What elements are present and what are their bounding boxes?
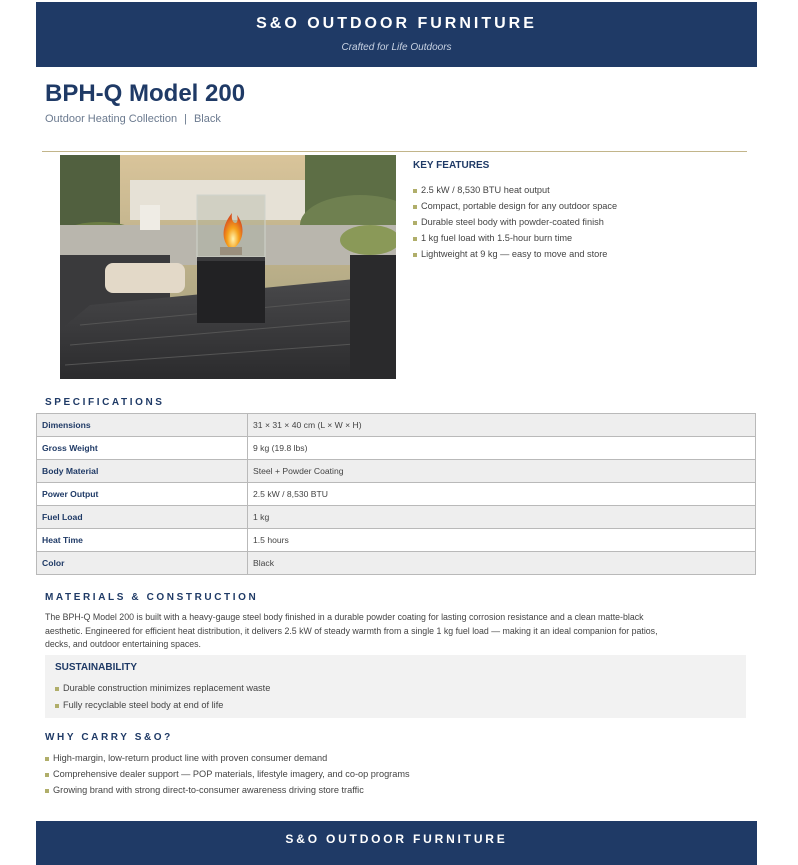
bullet-icon xyxy=(413,221,417,225)
bullet-icon xyxy=(45,773,49,777)
footer-brand: S&O OUTDOOR FURNITURE xyxy=(285,832,508,846)
product-title: BPH-Q Model 200 xyxy=(45,80,246,107)
list-item: 2.5 kW / 8,530 BTU heat output xyxy=(413,182,617,198)
key-features-title: KEY FEATURES xyxy=(413,160,490,171)
list-item: Comprehensive dealer support — POP materials, lifestyle imagery, and co-op programs xyxy=(45,766,410,782)
table-row xyxy=(37,552,756,575)
bullet-icon xyxy=(413,189,417,193)
spec-label: Power Output xyxy=(37,483,248,506)
sustainability-box xyxy=(45,655,746,718)
spec-label: Dimensions xyxy=(37,414,248,437)
table-row xyxy=(37,529,756,552)
table-row xyxy=(37,506,756,529)
sustainability-title: SUSTAINABILITY xyxy=(55,662,138,673)
title-divider xyxy=(42,151,747,152)
materials-paragraph xyxy=(45,611,745,652)
spec-label: Heat Time xyxy=(37,529,248,552)
brand-name: S&O OUTDOOR FURNITURE xyxy=(256,15,537,32)
spec-value: 1.5 hours xyxy=(248,529,756,552)
why-carry-title: WHY CARRY S&O? xyxy=(45,732,173,743)
list-item: Growing brand with strong direct-to-consumer awareness driving store traffic xyxy=(45,782,410,798)
spec-label: Gross Weight xyxy=(37,437,248,460)
table-row xyxy=(37,483,756,506)
bullet-icon xyxy=(55,704,59,708)
specifications-title: SPECIFICATIONS xyxy=(45,397,165,408)
table-row xyxy=(37,414,756,437)
spec-value: 9 kg (19.8 lbs) xyxy=(248,437,756,460)
materials-line: The BPH-Q Model 200 is built with a heavy-gauge steel body finished in a durable powder coating for lasting corrosion resistance and a clean matte-black xyxy=(45,612,644,622)
spec-value: 1 kg xyxy=(248,506,756,529)
spec-value: 31 × 31 × 40 cm (L × W × H) xyxy=(248,414,756,437)
collection-name: Outdoor Heating Collection xyxy=(45,113,178,125)
product-subtitle xyxy=(45,113,221,125)
bullet-icon xyxy=(45,789,49,793)
why-carry-list xyxy=(45,750,410,798)
bullet-icon xyxy=(45,757,49,761)
page-header xyxy=(36,2,757,67)
spec-value: 2.5 kW / 8,530 BTU xyxy=(248,483,756,506)
list-item: Lightweight at 9 kg — easy to move and store xyxy=(413,246,617,262)
materials-line: decks, and outdoor entertaining spaces. xyxy=(45,639,202,649)
materials-line: aesthetic. Engineered for efficient heat distribution, it delivers 2.5 kW of steady warmth from a single 1 kg fuel load — making it an ideal companion for patios, xyxy=(45,625,658,636)
product-color: Black xyxy=(193,113,221,125)
list-item: 1 kg fuel load with 1.5-hour burn time xyxy=(413,230,617,246)
subtitle-separator: | xyxy=(184,113,187,125)
list-item: Fully recyclable steel body at end of life xyxy=(55,697,270,714)
bullet-icon xyxy=(413,253,417,257)
sustainability-list xyxy=(55,680,270,714)
table-row xyxy=(37,437,756,460)
list-item: Durable construction minimizes replacement waste xyxy=(55,680,270,697)
list-item: High-margin, low-return product line with proven consumer demand xyxy=(45,750,410,766)
list-item: Compact, portable design for any outdoor space xyxy=(413,198,617,214)
fire-pit-table-image xyxy=(60,155,396,379)
materials-title: MATERIALS & CONSTRUCTION xyxy=(45,592,259,603)
product-photo xyxy=(60,155,396,379)
key-features-list xyxy=(413,182,617,262)
page-footer xyxy=(36,821,757,865)
list-item: Durable steel body with powder-coated finish xyxy=(413,214,617,230)
table-row xyxy=(37,460,756,483)
brand-tagline: Crafted for Life Outdoors xyxy=(341,42,452,53)
spec-value: Black xyxy=(248,552,756,575)
specifications-table xyxy=(36,413,756,575)
bullet-icon xyxy=(413,237,417,241)
spec-value: Steel + Powder Coating xyxy=(248,460,756,483)
spec-label: Fuel Load xyxy=(37,506,248,529)
bullet-icon xyxy=(55,687,59,691)
spec-label: Color xyxy=(37,552,248,575)
bullet-icon xyxy=(413,205,417,209)
spec-label: Body Material xyxy=(37,460,248,483)
